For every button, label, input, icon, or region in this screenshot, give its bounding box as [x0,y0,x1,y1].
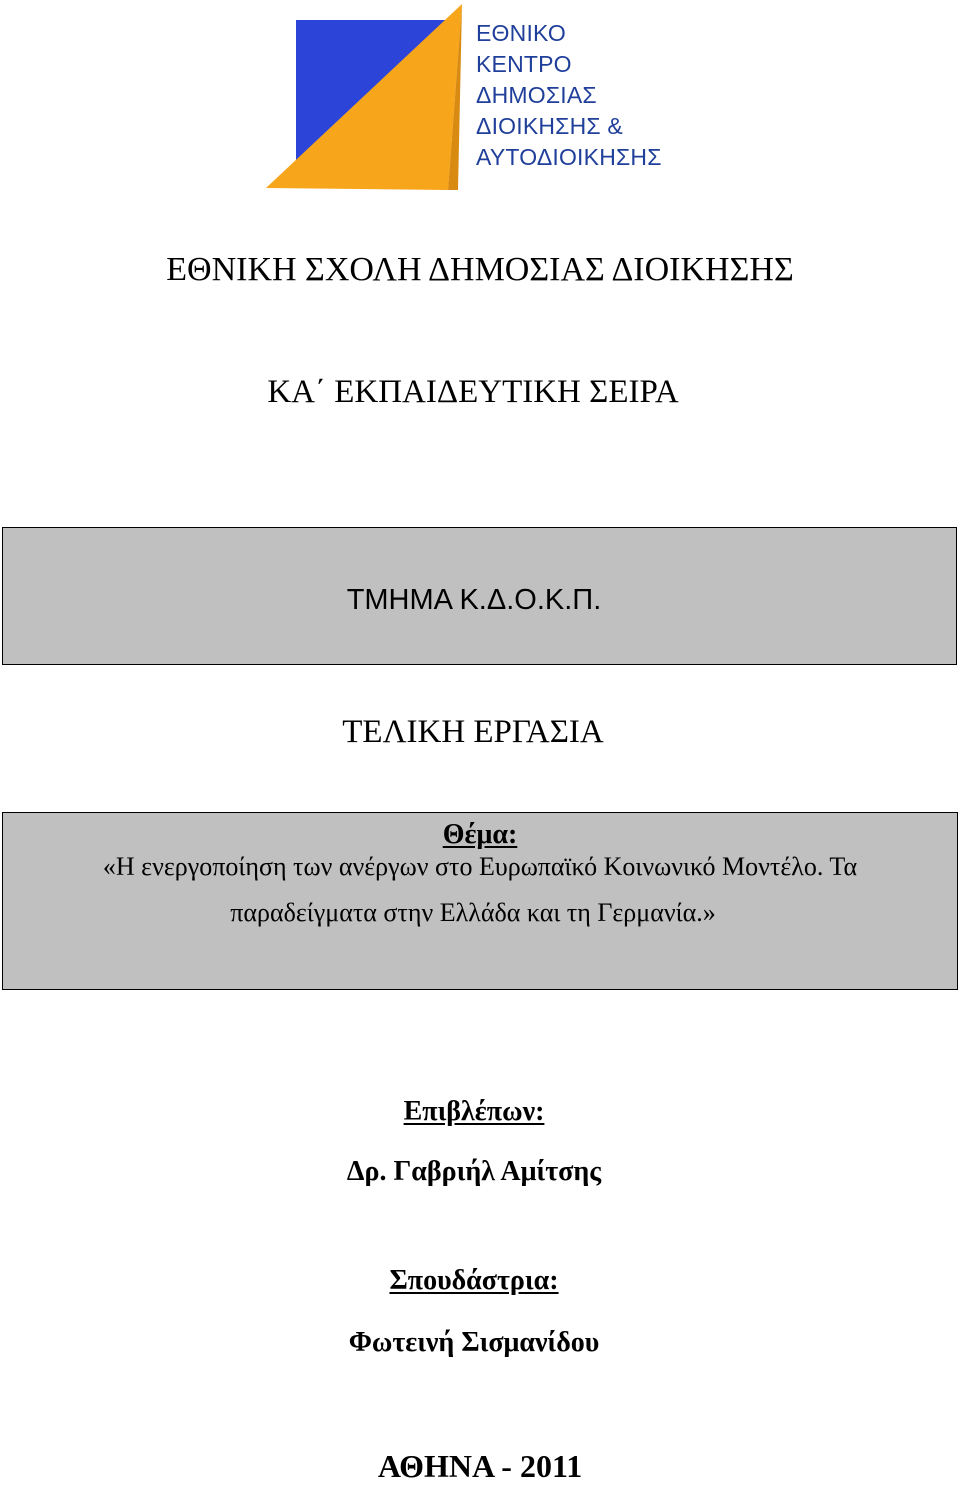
theme-text-line: παραδείγματα στην Ελλάδα και τη Γερμανία.» [230,898,716,927]
theme-text-line: «Η ενεργοποίηση των ανέργων στο Ευρωπαϊκό Κοινωνικό Μοντέλο. Τα [102,852,858,881]
logo-line: ΚΕΝΤΡΟ [476,51,572,77]
supervisor-label: Επιβλέπων: [403,1096,545,1127]
series-title: ΚΑ΄ ΕΚΠΑΙΔΕΥΤΙΚΗ ΣΕΙΡΑ [267,374,679,410]
supervisor-name: Δρ. Γαβριήλ Αμίτσης [346,1156,602,1187]
logo-wordmark [476,18,662,173]
logo-line: ΕΘΝΙΚΟ [476,20,566,46]
logo-mark-icon [262,4,462,190]
school-title: ΕΘΝΙΚΗ ΣΧΟΛΗ ΔΗΜΟΣΙΑΣ ΔΙΟΙΚΗΣΗΣ [166,251,794,288]
department-title: ΤΜΗΜΑ Κ.Δ.Ο.Κ.Π. [346,584,602,616]
institution-logo [262,4,682,190]
city-year: ΑΘΗΝΑ - 2011 [377,1448,583,1484]
theme-label: Θέμα: [442,819,518,850]
student-label: Σπουδάστρια: [389,1265,559,1296]
logo-line: ΔΗΜΟΣΙΑΣ [476,82,597,108]
logo-line: ΑΥΤΟΔΙΟΙΚΗΣΗΣ [476,144,662,170]
logo-line: ΔΙΟΙΚΗΣΗΣ & [476,113,623,139]
student-name: Φωτεινή Σισμανίδου [348,1327,600,1358]
document-type: ΤΕΛΙΚΗ ΕΡΓΑΣΙΑ [342,714,604,750]
